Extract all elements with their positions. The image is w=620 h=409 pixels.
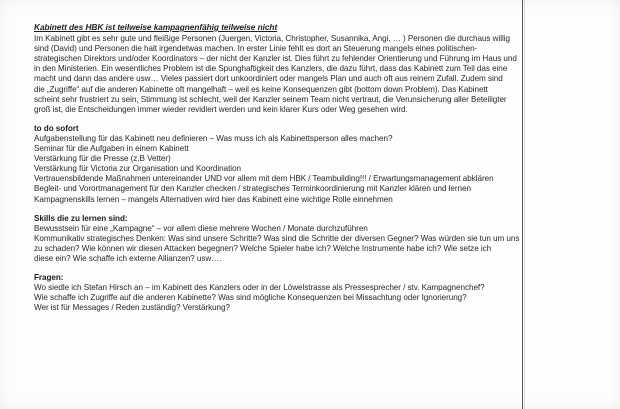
intro-line: die „Zugriffe“ auf die anderen Kabinette oft mangelhaft – weil es keine Konsequenzen gibt (bottom down Problem). Das Kabinett [34, 84, 488, 94]
section-heading-todo: to do sofort [34, 123, 79, 133]
list-item: Begleit- und Vorortmanagement für den Kanzler checken / strategisches Terminkoordinierung mit Kanzler klären und lernen [34, 184, 471, 194]
document-title: Kabinett des HBK ist teilweise kampagnenfähig teilweise nicht [34, 22, 278, 32]
scan-fold-line [522, 0, 523, 409]
section-heading-questions: Fragen: [34, 273, 64, 283]
scan-fold-shadow [524, 0, 525, 409]
list-item: Wie schaffe ich Zugriffe auf die anderen Kabinette? Was sind mögliche Konsequenzen bei Missachtung oder Ignorierung? [34, 293, 467, 303]
intro-line: in den Ministerien. Ein wesentliches Problem ist die Spunghaftigkeit des Kanzlers, die dazu führt, dass das Kabinett zum Teil das eine [34, 64, 508, 74]
skills-list [34, 224, 614, 264]
list-item: Aufgabenstellung für das Kabinett neu definieren – Was muss ich als Kabinettsperson alles machen? [34, 133, 393, 143]
list-item: Seminar für die Aufgaben in einem Kabinett [34, 144, 189, 154]
list-item: Wer ist für Messages / Reden zuständig? Verstärkung? [34, 303, 230, 313]
intro-line: Im Kabinett gibt es sehr gute und fleißige Personen (Juergen, Victoria, Christopher, Susannika, Angi, … ) Personen die durchaus willig [34, 34, 510, 44]
list-item: Vertrauensbildende Maßnahmen untereinander UND vor allem mit dem HBK / Teambuilding!!! / Erwartungsmanagement abklären [34, 174, 494, 184]
intro-line: strategischen Direktors und/oder Koordinators – der nicht der Kanzler ist. Dies führt zu fehlender Orientierung und Führung im Haus und [34, 54, 517, 64]
questions-list [34, 283, 614, 313]
intro-line: sind (David) und Personen die halt irgendetwas machen. In erster Linie fehlt es dort an Steuerung mangels eines politischen- [34, 44, 478, 54]
list-item: Kommunikativ strategisches Denken: Was sind unsere Schritte? Was sind die Schritte der diversen Gegner? Was würden sie tun um uns [34, 233, 520, 243]
document-body [34, 22, 614, 313]
list-item: Bewusstsein für eine „Kampagne“ – vor allem diese mehrere Wochen / Monate durchzuführen [34, 223, 368, 233]
intro-line: groß ist, die Entscheidungen immer wieder revidiert werden und kein klarer Kurs oder Weg gesehen wird. [34, 104, 408, 114]
list-item: zu schaden? Wie können wir diesen Attacken begegnen? Welche Spieler habe ich? Welche Instrumente habe ich? Wie setze ich [34, 243, 492, 253]
list-item: Verstärkung für Victoria zur Organisation und Koordination [34, 164, 241, 174]
list-item: Wo siedle ich Stefan Hirsch an – im Kabinett des Kanzlers oder in der Löwelstrasse als Pressesprecher / stv. Kampagnenchef? [34, 283, 485, 293]
list-item: Kampagnenskills lernen – mangels Alternativen wird hier das Kabinett eine wichtige Rolle einnehmen [34, 194, 393, 204]
list-item: Verstärkung für die Presse (z.B Vetter) [34, 154, 171, 164]
todo-list [34, 134, 614, 205]
list-item: diese ein? Wie schaffe ich externe Allianzen? usw…. [34, 253, 222, 263]
intro-paragraph [34, 34, 614, 115]
intro-line: scheint sehr frustriert zu sein, Stimmung ist schlecht, weil der Kanzler seinem Team nicht vertraut, die Verunsicherung aller Beteiligter [34, 94, 507, 104]
intro-line: macht und dann das andere usw… Vieles passiert dort unkoordiniert oder mangels Plan und auch oft aus reinem Zufall. Zudem sind [34, 74, 503, 84]
section-heading-skills: Skills die zu lernen sind: [34, 213, 128, 223]
